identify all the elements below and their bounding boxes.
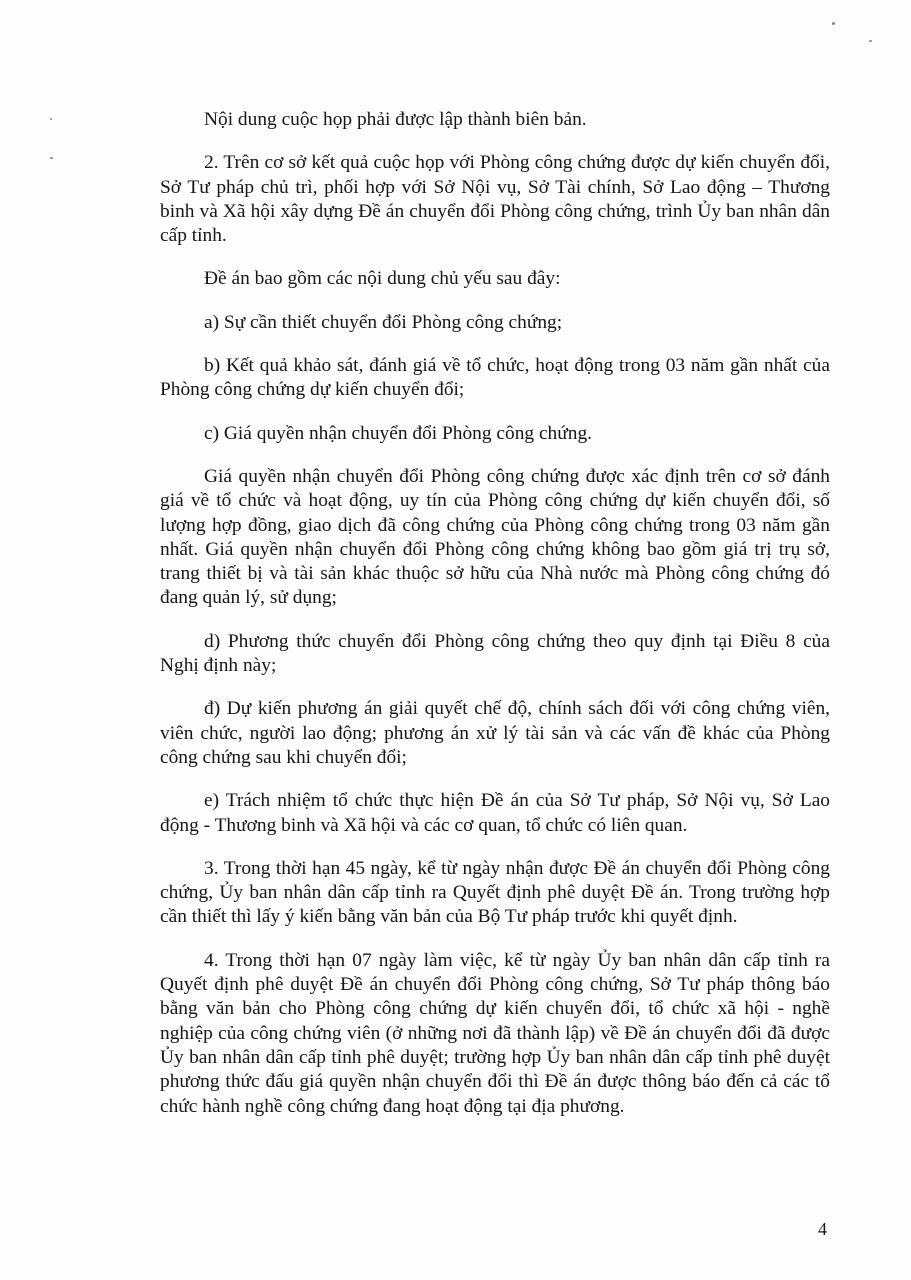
paragraph-point-c: c) Giá quyền nhận chuyển đổi Phòng công chứng. xyxy=(204,422,593,444)
scan-speck xyxy=(869,40,872,42)
paragraph-item-4: 4. Trong thời hạn 07 ngày làm việc, kể từ ngày Ủy ban nhân dân cấp tỉnh ra Quyết định phê duyệt Đề án chuyển đổi Phòng công chứng, Sở Tư pháp thông báo bằng văn bản cho Phòng công chứng dự kiến chuyển đổi, tổ chức xã hội - nghề nghiệp của công chứng viên (ở những nơi đã thành lập) về Đề án chuyển đổi đã được Ủy ban nhân dân cấp tỉnh phê duyệt; trường hợp Ủy ban nhân dân cấp tỉnh phê duyệt phương thức đấu giá quyền nhận chuyển đổi thì Đề án được thông báo đến cả các tổ chức hành nghề công chứng đang hoạt động tại địa phương. xyxy=(160,949,830,1117)
scan-speck xyxy=(832,22,835,25)
paragraph-item-3: 3. Trong thời hạn 45 ngày, kể từ ngày nhận được Đề án chuyển đổi Phòng công chứng, Ủy ban nhân dân cấp tỉnh ra Quyết định phê duyệt Đề án. Trong trường hợp cần thiết thì lấy ý kiến bằng văn bản của Bộ Tư pháp trước khi quyết định. xyxy=(160,857,830,928)
paragraph-point-a: a) Sự cần thiết chuyển đổi Phòng công chứng; xyxy=(204,311,563,333)
paragraph-point-b: b) Kết quả khảo sát, đánh giá về tổ chức, hoạt động trong 03 năm gần nhất của Phòng công chứng dự kiến chuyển đổi; xyxy=(160,355,830,401)
paragraph-price-detail: Giá quyền nhận chuyển đổi Phòng công chứng được xác định trên cơ sở đánh giá về tổ chức và hoạt động, uy tín của Phòng công chứng dự kiến chuyển đổi, số lượng hợp đồng, giao dịch đã công chứng của Phòng công chứng trong 03 năm gần nhất. Giá quyền nhận chuyển đổi Phòng công chứng không bao gồm giá trị trụ sở, trang thiết bị và tài sản khác thuộc sở hữu của Nhà nước mà Phòng công chứng đó đang quản lý, sử dụng; xyxy=(160,465,830,609)
paragraph-item-2: 2. Trên cơ sở kết quả cuộc họp với Phòng công chứng được dự kiến chuyển đổi, Sở Tư pháp chủ trì, phối hợp với Sở Nội vụ, Sở Tài chính, Sở Lao động – Thương binh và Xã hội xây dựng Đề án chuyển đổi Phòng công chứng, trình Ủy ban nhân dân cấp tỉnh. xyxy=(160,152,830,247)
page-number: 4 xyxy=(818,1219,827,1239)
scan-speck xyxy=(50,118,52,120)
paragraph-scheme-intro: Đề án bao gồm các nội dung chủ yếu sau đây: xyxy=(204,268,561,290)
paragraph-minutes: Nội dung cuộc họp phải được lập thành biên bản. xyxy=(204,109,587,130)
paragraph-point-e: e) Trách nhiệm tổ chức thực hiện Đề án của Sở Tư pháp, Sở Nội vụ, Sở Lao động - Thương binh và Xã hội và các cơ quan, tổ chức có liên quan. xyxy=(160,790,830,836)
scan-speck xyxy=(50,157,53,159)
document-body xyxy=(160,108,830,1138)
paragraph-point-d: d) Phương thức chuyển đổi Phòng công chứng theo quy định tại Điều 8 của Nghị định này; xyxy=(160,630,830,677)
paragraph-point-dd: đ) Dự kiến phương án giải quyết chế độ, chính sách đối với công chứng viên, viên chức, người lao động; phương án xử lý tài sản và các vấn đề khác của Phòng công chứng sau khi chuyển đổi; xyxy=(160,698,830,768)
